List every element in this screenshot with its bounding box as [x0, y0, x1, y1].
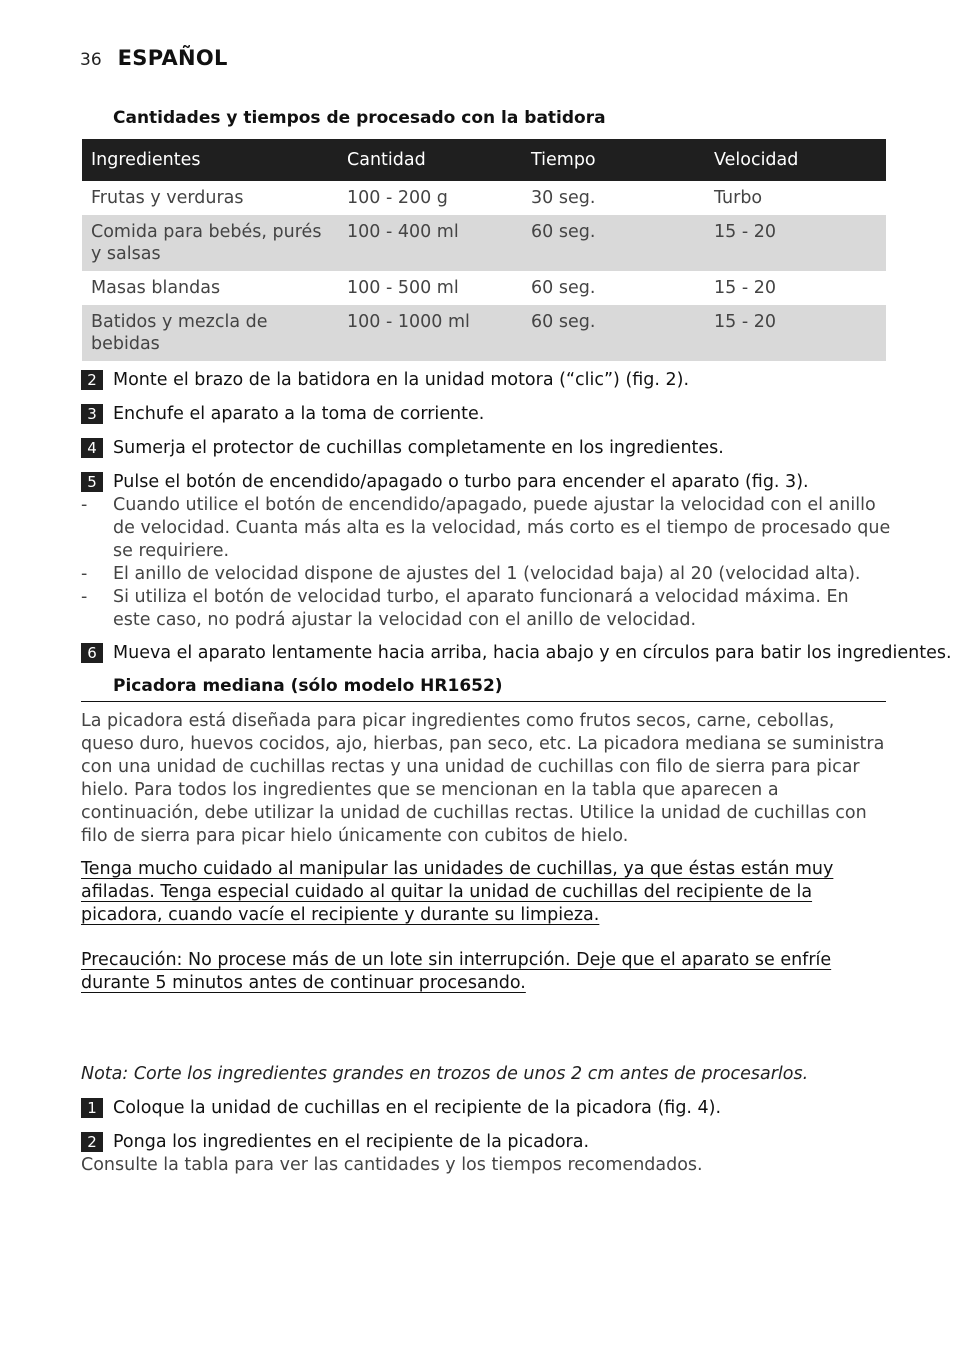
list-item: [81, 563, 891, 586]
step-number: 2: [81, 370, 103, 390]
table-cell: Frutas y verduras: [91, 188, 244, 208]
step-number: 6: [81, 643, 103, 663]
page-header: [80, 46, 228, 76]
column-header: Cantidad: [338, 139, 522, 181]
step-3: [81, 403, 888, 426]
bullet-text: El anillo de velocidad dispone de ajustes del 1 (velocidad baja) al 20 (velocidad alta).: [113, 564, 861, 584]
warning-text: [81, 858, 891, 927]
section-title-text: Picadora mediana (sólo modelo HR1652): [113, 676, 503, 696]
table-cell: 100 - 400 ml: [338, 215, 522, 271]
step-text: Pulse el botón de encendido/apagado o turbo para encender el aparato (fig. 3).: [113, 472, 809, 492]
language-heading: ESPAÑOL: [117, 46, 228, 70]
bullet-dash: -: [81, 587, 88, 607]
table-cell: 15 - 20: [714, 278, 776, 298]
table-cell: Batidos y mezcla de bebidas: [82, 305, 338, 361]
chopper-intro: La picadora está diseñada para picar ingredientes como frutos secos, carne, cebollas, queso duro, huevos cocidos, ajo, hierbas, pan seco, etc. La picadora mediana se suministra con una unidad de cuchillas rectas y una unidad de cuchillas con filo de sierra para picar hielo. Para todos los ingredientes que se mencionan en la tabla que aparecen a continuación, debe utilizar la unidad de cuchillas rectas. Utilice la unidad de cuchillas con filo de sierra para picar hielo únicamente con cubitos de hielo.: [81, 711, 885, 846]
table-row: [82, 215, 886, 271]
bullet-text: Si utiliza el botón de velocidad turbo, el aparato funcionará a velocidad máxima. En este caso, no podrá ajustar la velocidad con el anillo de velocidad.: [113, 587, 849, 630]
table-cell: Turbo: [714, 188, 763, 208]
page-number: 36: [80, 50, 102, 70]
caution-text: [81, 949, 891, 995]
list-item: [81, 494, 891, 563]
step-2: [81, 369, 888, 392]
table-cell: 60 seg.: [522, 305, 705, 361]
step-text: Sumerja el protector de cuchillas completamente en los ingredientes.: [113, 438, 724, 458]
bullet-text: Cuando utilice el botón de encendido/apagado, puede ajustar la velocidad con el anillo de velocidad. Cuanta más alta es la velocidad, más corto es el tiempo de procesado que se requiriere.: [113, 495, 891, 561]
table-cell: Comida para bebés, purés y salsas: [82, 215, 338, 271]
step-number: 2: [81, 1132, 103, 1152]
step-text: Monte el brazo de la batidora en la unidad motora (“clic”) (fig. 2).: [113, 370, 690, 390]
table-header-row: [82, 139, 886, 181]
table-row: [82, 305, 886, 361]
bullet-dash: -: [81, 495, 88, 515]
step-number: 3: [81, 404, 103, 424]
step-text: Ponga los ingredientes en el recipiente de la picadora.: [113, 1132, 590, 1152]
table-cell: 60 seg.: [522, 215, 705, 271]
table-cell: Masas blandas: [91, 278, 221, 298]
bullet-dash: -: [81, 564, 88, 584]
step-text: Mueva el aparato lentamente hacia arriba, hacia abajo y en círculos para batir los ingredientes.: [113, 643, 952, 663]
step-text: Coloque la unidad de cuchillas en el recipiente de la picadora (fig. 4).: [113, 1098, 722, 1118]
table-row: [82, 181, 886, 215]
section-title-quantities: Cantidades y tiempos de procesado con la batidora: [113, 108, 606, 128]
step-1b: [81, 1097, 888, 1120]
step-4: [81, 437, 888, 460]
step-number: 1: [81, 1098, 103, 1118]
table-cell: 30 seg.: [531, 188, 596, 208]
table-reference-text: Consulte la tabla para ver las cantidades y los tiempos recomendados.: [81, 1155, 703, 1175]
column-header: Tiempo: [522, 139, 705, 181]
table-cell: 15 - 20: [705, 305, 886, 361]
quantities-table: [82, 139, 886, 361]
warning-underlined: Tenga mucho cuidado al manipular las unidades de cuchillas, ya que éstas están muy afiladas. Tenga especial cuidado al quitar la unidad de cuchillas del recipiente de la picadora, cuando vacíe el recipiente y durante su limpieza.: [81, 859, 834, 925]
section-title-chopper: [81, 676, 886, 702]
step-2b: [81, 1131, 888, 1154]
step-5: [81, 471, 888, 494]
list-item: [81, 586, 891, 632]
note-text: Nota: Corte los ingredientes grandes en trozos de unos 2 cm antes de procesarlos.: [81, 1064, 809, 1084]
table-cell: 60 seg.: [531, 278, 596, 298]
column-header: Velocidad: [705, 139, 886, 181]
step-number: 5: [81, 472, 103, 492]
column-header: Ingredientes: [82, 139, 338, 181]
table-row: [82, 271, 886, 305]
step-text: Enchufe el aparato a la toma de corriente.: [113, 404, 485, 424]
step-6: [81, 642, 952, 665]
table-cell: 15 - 20: [705, 215, 886, 271]
table-cell: 100 - 1000 ml: [338, 305, 522, 361]
bullet-list: [81, 494, 891, 632]
step-number: 4: [81, 438, 103, 458]
table-cell: 100 - 500 ml: [347, 278, 459, 298]
table-cell: 100 - 200 g: [347, 188, 448, 208]
caution-underlined: Precaución: No procese más de un lote sin interrupción. Deje que el aparato se enfríe durante 5 minutos antes de continuar procesando.: [81, 950, 832, 993]
